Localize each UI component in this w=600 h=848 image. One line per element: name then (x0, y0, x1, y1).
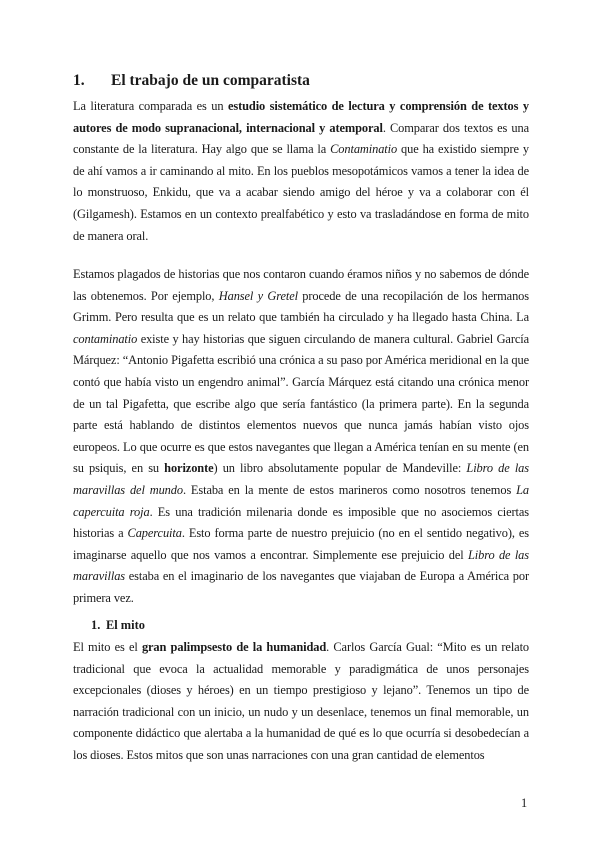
italic-term-contaminatio: Contaminatio (330, 142, 398, 157)
subsection-title: El mito (106, 618, 145, 632)
text-run: ) un libro absolutamente popular de Mandeville: (213, 461, 467, 476)
subsection-heading (91, 618, 145, 633)
text-run: que ha existido siempre y de ahí vamos a ir caminando al mito. En los pueblos mesopotámicos vamos a tener la idea de lo monstruoso, Enkidu, que va a acabar siendo amigo del héroe y va a colaborar con él (Gilgamesh). Estamos en un contexto prealfabético y esto va trasladándose en forma de mito de manera oral. (73, 142, 529, 243)
text-run: existe y hay historias que siguen circulando de manera cultural. Gabriel García Márquez: “Antonio Pigafetta escribió una crónica a su paso por América meridional en la que contó que había visto un engendro animal”. García Márquez está citando una crónica menor de un tal Pigafetta, que escribe algo que sería fantástico (la primera parte). En la segunda parte está hablando de distintos elementos nuevos que nunca jamás habían visto ojos europeos. Lo que ocurre es que estos navegantes que llegan a América tenían en su mente (en su psiquis, en su (73, 331, 529, 476)
italic-title-capercuita-short: Capercuita (127, 526, 182, 541)
paragraph-mito (73, 637, 529, 767)
text-run: . Carlos García Gual: “Mito es un relato tradicional que evoca la actualidad memorable y paradigmática de unos personajes excepcionales (dioses y héroes) en un tiempo prestigioso y lejano”. Tenemos un tipo de narración tradicional con un inicio, un nudo y un desenlace, tenemos un final memorable, un componente didáctico que alertaba a la humanidad de qué es lo que ocurría si desobedecían a los dioses. Estos mitos que son unas narraciones con una gran cantidad de elementos (73, 640, 530, 762)
section-heading (73, 72, 310, 90)
text-run: La literatura comparada es un (73, 99, 228, 113)
italic-title-libro-maravillas: Libro de las maravillas del mundo (73, 461, 529, 497)
subsection-number: 1. (91, 618, 101, 632)
section-title: El trabajo de un comparatista (111, 72, 310, 89)
bold-definition: estudio sistemático de lectura y comprensión de textos y autores de modo supranacional, internacional y atemporal (73, 99, 529, 135)
italic-title-hansel-gretel: Hansel y Gretel (218, 288, 298, 303)
paragraph-literatura-comparada (73, 96, 529, 247)
text-run: estaba en el imaginario de los navegantes que viajaban de Europa a América por primera vez. (73, 569, 529, 605)
text-run: Estamos plagados de historias que nos contaron cuando éramos niños y no sabemos de dónde las obtenemos. Por ejemplo, (73, 267, 529, 303)
italic-title-capercuita: La capercuita roja (73, 482, 529, 519)
text-run: procede de una recopilación de los hermanos Grimm. Pero resulta que es un relato que también ha circulado y ha llegado hasta China. La (73, 288, 529, 325)
paragraph-historias (73, 264, 529, 610)
text-run: . Estaba en la mente de estos marineros como nosotros tenemos (182, 482, 517, 497)
section-number: 1. (73, 72, 85, 89)
text-run: . Es una tradición milenaria donde es imposible que no asociemos ciertas historias a (73, 504, 529, 541)
page-number: 1 (521, 796, 528, 810)
bold-term-horizonte: horizonte (164, 461, 214, 476)
italic-title-libro-maravillas-short: Libro de las maravillas (73, 547, 529, 584)
bold-term-palimpsesto: gran palimpsesto de la humanidad (141, 640, 327, 654)
text-run: . Esto forma parte de nuestro prejuicio (no en el sentido negativo), es imaginarse aquello que nos vamos a encontrar. Simplemente ese prejuicio del (73, 526, 529, 562)
text-run: El mito es el (73, 640, 142, 654)
text-run: . Comparar dos textos es una constante de la literatura. Hay algo que se llama la (73, 120, 529, 157)
italic-term-contaminatio: contaminatio (73, 331, 138, 346)
